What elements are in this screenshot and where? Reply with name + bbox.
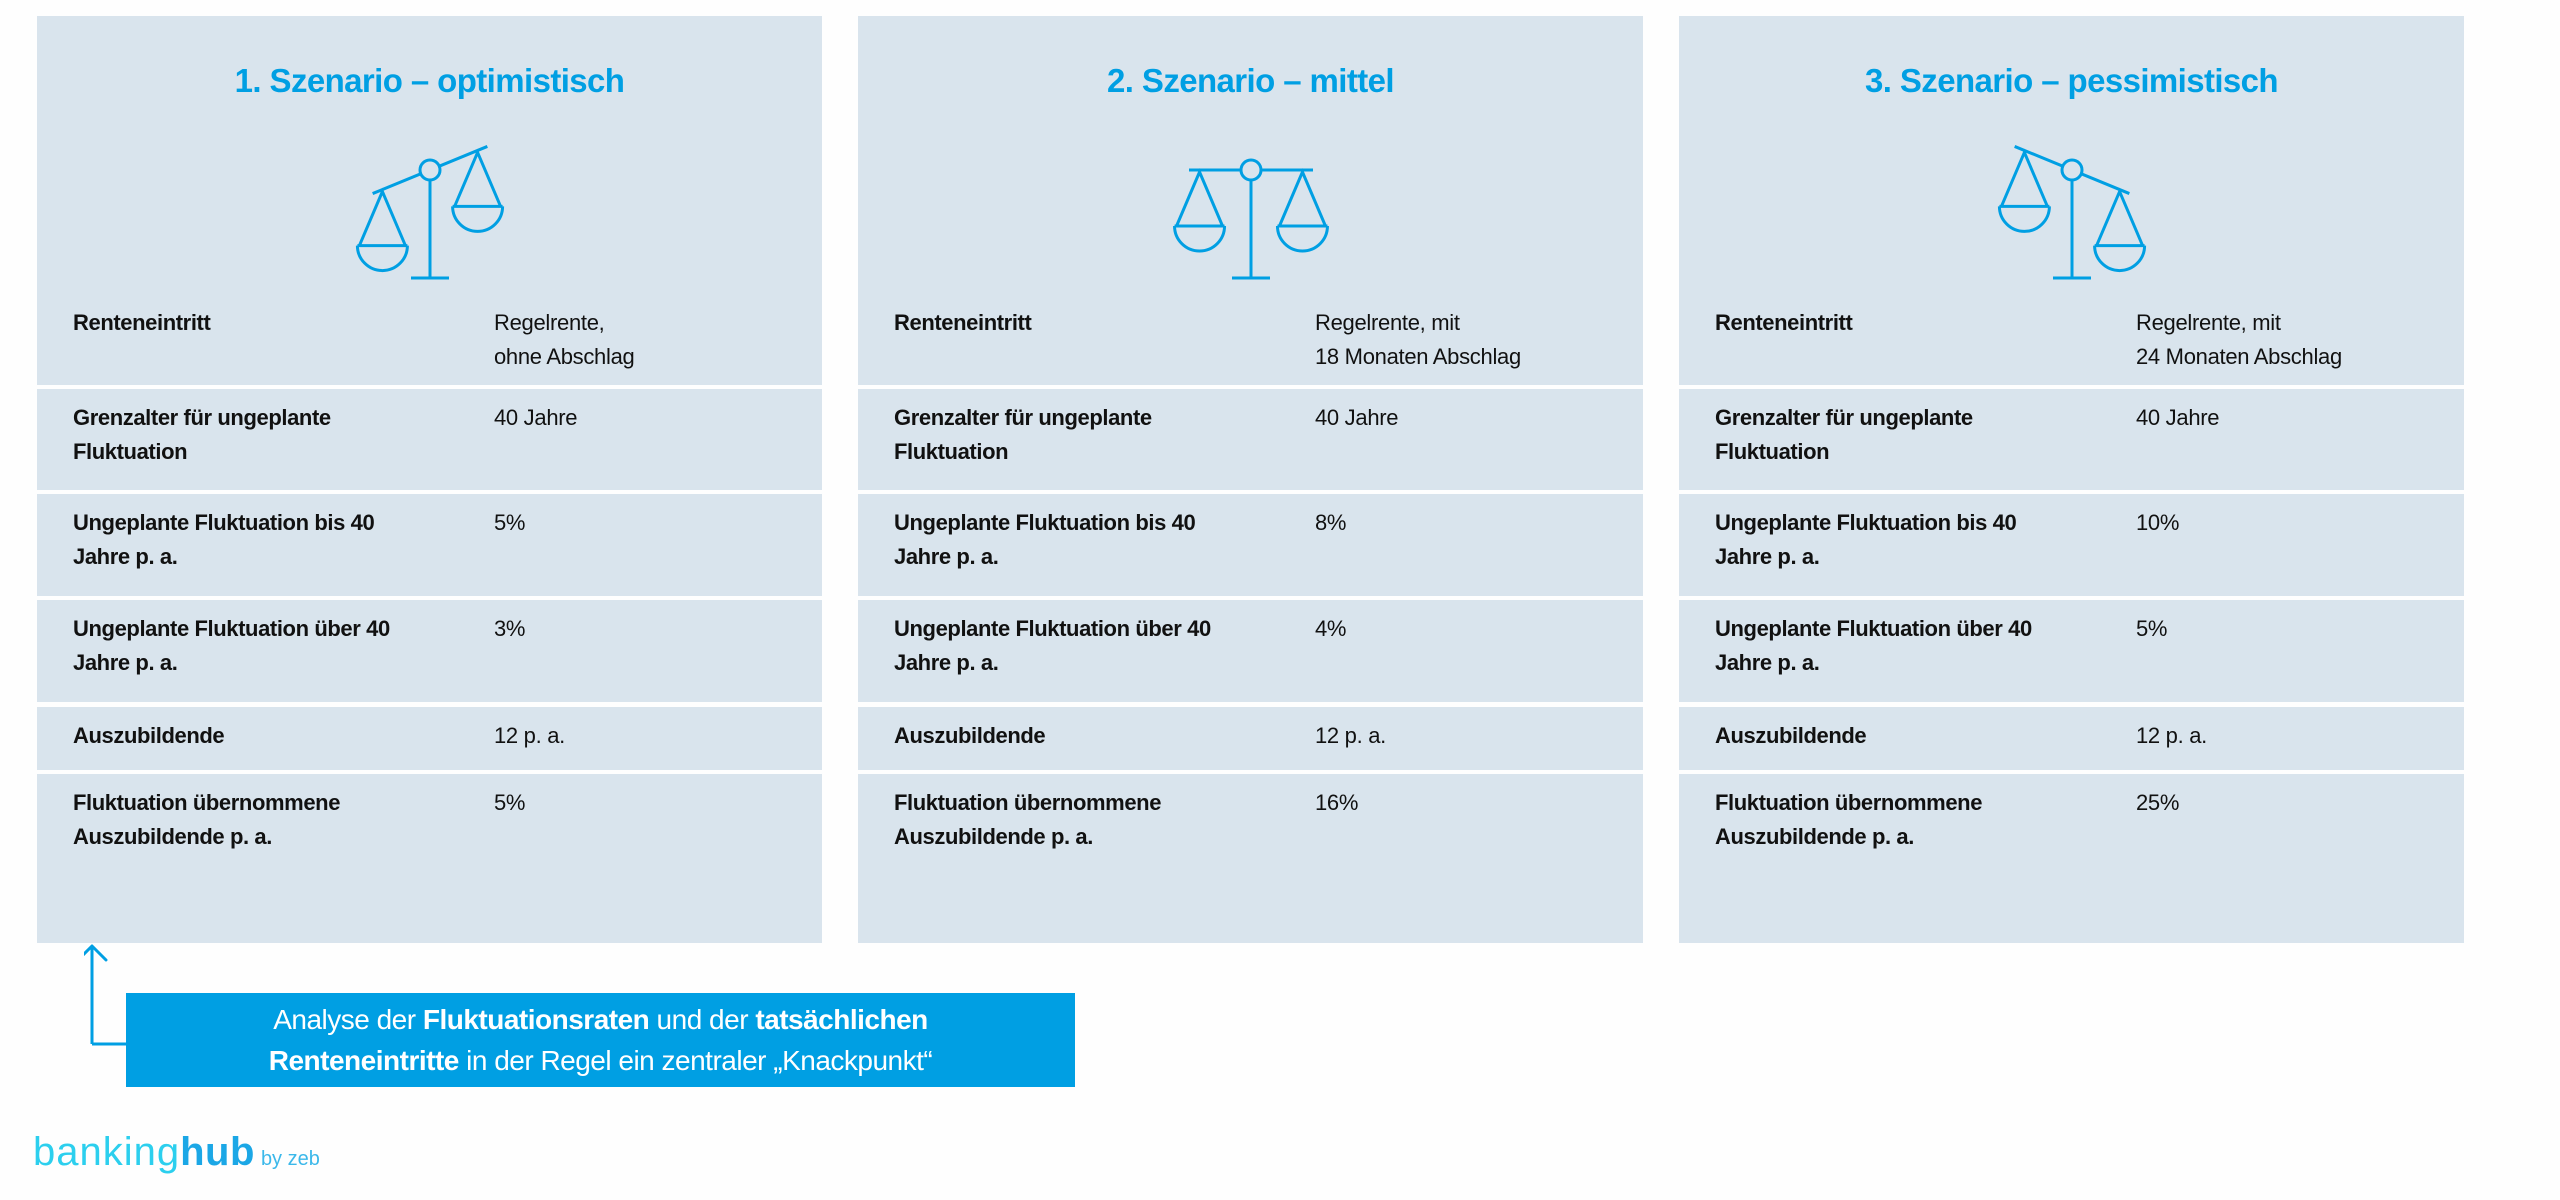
row-label-line: Renteneintritt	[894, 310, 1032, 335]
row-label-line: Auszubildende	[73, 723, 225, 748]
row-label-line: Auszubildende p. a.	[73, 824, 272, 849]
row-value-line: 5%	[494, 790, 526, 815]
callout-emphasis: Fluktuationsraten	[422, 1004, 650, 1035]
callout-text: und der	[649, 1004, 756, 1035]
scale-pivot	[1241, 160, 1261, 180]
callout-emphasis: tatsächlichen	[755, 1004, 928, 1035]
row-label-line: Auszubildende	[1715, 723, 1867, 748]
row-label	[894, 306, 1264, 340]
left-pan-strings	[1176, 172, 1222, 226]
row-value	[2136, 506, 2456, 540]
row-label	[73, 612, 443, 680]
row-label-line: Ungeplante Fluktuation bis 40	[1715, 510, 2017, 535]
scenario-panel-1	[37, 16, 822, 943]
right-pan-bowl	[1277, 226, 1327, 251]
row-label-line: Jahre p. a.	[894, 544, 999, 569]
row-value	[1315, 786, 1635, 820]
right-pan-bowl	[452, 206, 502, 231]
scenario-header	[37, 16, 822, 385]
row-label	[73, 719, 443, 753]
table-row	[858, 494, 1643, 596]
row-value	[2136, 786, 2456, 820]
logo-hub: hub	[180, 1130, 255, 1174]
logo-by-zeb: by zeb	[260, 1148, 320, 1170]
row-label-line: Fluktuation	[894, 439, 1009, 464]
row-label	[73, 786, 443, 854]
table-row	[37, 707, 822, 770]
scale-tilted-left-icon	[330, 120, 530, 280]
row-value-line: 12 p. a.	[1315, 723, 1386, 748]
row-value	[494, 719, 814, 753]
scale-pivot	[2062, 160, 2082, 180]
right-pan-strings	[454, 152, 500, 206]
left-pan-bowl	[357, 246, 407, 271]
row-value-line: 10%	[2136, 510, 2180, 535]
row-label-line: Auszubildende p. a.	[1715, 824, 1914, 849]
right-pan-bowl	[2094, 246, 2144, 271]
row-label	[1715, 401, 2085, 469]
row-label	[73, 306, 443, 340]
row-value-line: Regelrente,	[494, 310, 605, 335]
row-value	[1315, 719, 1635, 753]
row-label-line: Fluktuation	[1715, 439, 1830, 464]
row-label	[1715, 786, 2085, 854]
row-value-line: ohne Abschlag	[494, 344, 635, 369]
row-value-line: 40 Jahre	[1315, 405, 1399, 430]
row-value	[1315, 306, 1635, 374]
row-label-line: Grenzalter für ungeplante	[73, 405, 331, 430]
left-pan-bowl	[1174, 226, 1224, 251]
scenario-panel-3	[1679, 16, 2464, 943]
row-value-line: 3%	[494, 616, 526, 641]
row-value-line: 8%	[1315, 510, 1347, 535]
row-value-line: 12 p. a.	[494, 723, 565, 748]
row-label-line: Grenzalter für ungeplante	[1715, 405, 1973, 430]
row-label-line: Jahre p. a.	[73, 650, 178, 675]
table-row	[1679, 389, 2464, 490]
table-row	[858, 389, 1643, 490]
table-row	[37, 600, 822, 702]
scenario-title: 1. Szenario – optimistisch	[234, 62, 625, 99]
table-row	[1679, 494, 2464, 596]
table-row	[37, 389, 822, 490]
row-value	[2136, 612, 2456, 646]
row-value-line: Regelrente, mit	[2136, 310, 2281, 335]
row-value-line: 40 Jahre	[494, 405, 578, 430]
row-label-line: Fluktuation	[73, 439, 188, 464]
row-value-line: 12 p. a.	[2136, 723, 2207, 748]
table-row	[858, 774, 1643, 943]
callout-emphasis: Renteneintritte	[268, 1045, 459, 1076]
scale-balanced-icon	[1151, 120, 1351, 280]
row-value	[1315, 506, 1635, 540]
row-value	[494, 506, 814, 540]
row-label-line: Auszubildende	[894, 723, 1046, 748]
table-row	[858, 707, 1643, 770]
row-label-line: Fluktuation übernommene	[73, 790, 341, 815]
table-row	[1679, 707, 2464, 770]
row-label-line: Grenzalter für ungeplante	[894, 405, 1152, 430]
row-value	[494, 612, 814, 646]
row-value-line: 24 Monaten Abschlag	[2136, 344, 2342, 369]
row-value	[1315, 612, 1635, 646]
row-value-line: 40 Jahre	[2136, 405, 2220, 430]
row-label-line: Ungeplante Fluktuation über 40	[73, 616, 390, 641]
row-label-line: Ungeplante Fluktuation bis 40	[73, 510, 375, 535]
row-label	[1715, 719, 2085, 753]
row-label-line: Fluktuation übernommene	[894, 790, 1162, 815]
row-label	[894, 506, 1264, 574]
row-value	[2136, 719, 2456, 753]
callout-box	[126, 993, 1075, 1087]
row-value-line: Regelrente, mit	[1315, 310, 1460, 335]
row-label-line: Jahre p. a.	[1715, 650, 1820, 675]
scenario-title: 2. Szenario – mittel	[1107, 62, 1394, 99]
row-label-line: Auszubildende p. a.	[894, 824, 1093, 849]
table-row	[1679, 600, 2464, 702]
scenario-header	[858, 16, 1643, 385]
row-label-line: Renteneintritt	[1715, 310, 1853, 335]
row-value	[1315, 401, 1635, 435]
row-value-line: 5%	[494, 510, 526, 535]
row-value-line: 5%	[2136, 616, 2168, 641]
left-pan-strings	[2001, 152, 2047, 206]
scale-tilted-right-icon	[1972, 120, 2172, 280]
callout-text: in der Regel ein zentraler „Knackpunkt“	[458, 1045, 933, 1076]
table-row	[858, 600, 1643, 702]
table-row	[37, 774, 822, 943]
row-label	[73, 401, 443, 469]
row-value-line: 16%	[1315, 790, 1359, 815]
callout-text: Analyse der	[273, 1004, 423, 1035]
bankinghub-logo	[33, 1130, 320, 1180]
table-row	[37, 494, 822, 596]
row-label-line: Ungeplante Fluktuation über 40	[894, 616, 1211, 641]
scale-pivot	[420, 160, 440, 180]
row-label-line: Jahre p. a.	[73, 544, 178, 569]
row-label-line: Renteneintritt	[73, 310, 211, 335]
table-row	[1679, 774, 2464, 943]
row-label-line: Ungeplante Fluktuation über 40	[1715, 616, 2032, 641]
row-value-line: 25%	[2136, 790, 2180, 815]
row-value-line: 4%	[1315, 616, 1347, 641]
row-label	[894, 401, 1264, 469]
row-label	[1715, 506, 2085, 574]
row-label	[1715, 306, 2085, 340]
row-label-line: Ungeplante Fluktuation bis 40	[894, 510, 1196, 535]
row-value	[2136, 401, 2456, 435]
row-value	[494, 401, 814, 435]
row-label	[894, 786, 1264, 854]
row-label	[73, 506, 443, 574]
left-pan-bowl	[1999, 206, 2049, 231]
row-label	[1715, 612, 2085, 680]
scenario-header	[1679, 16, 2464, 385]
scenario-panel-2	[858, 16, 1643, 943]
row-label	[894, 612, 1264, 680]
right-pan-strings	[1279, 172, 1325, 226]
row-label-line: Fluktuation übernommene	[1715, 790, 1983, 815]
left-pan-strings	[359, 192, 405, 246]
logo-banking: banking	[33, 1130, 181, 1174]
row-label-line: Jahre p. a.	[1715, 544, 1820, 569]
row-value	[494, 306, 814, 374]
row-label-line: Jahre p. a.	[894, 650, 999, 675]
row-label	[894, 719, 1264, 753]
row-value-line: 18 Monaten Abschlag	[1315, 344, 1521, 369]
row-value	[2136, 306, 2456, 374]
scenario-title: 3. Szenario – pessimistisch	[1865, 62, 2278, 99]
right-pan-strings	[2096, 192, 2142, 246]
row-value	[494, 786, 814, 820]
